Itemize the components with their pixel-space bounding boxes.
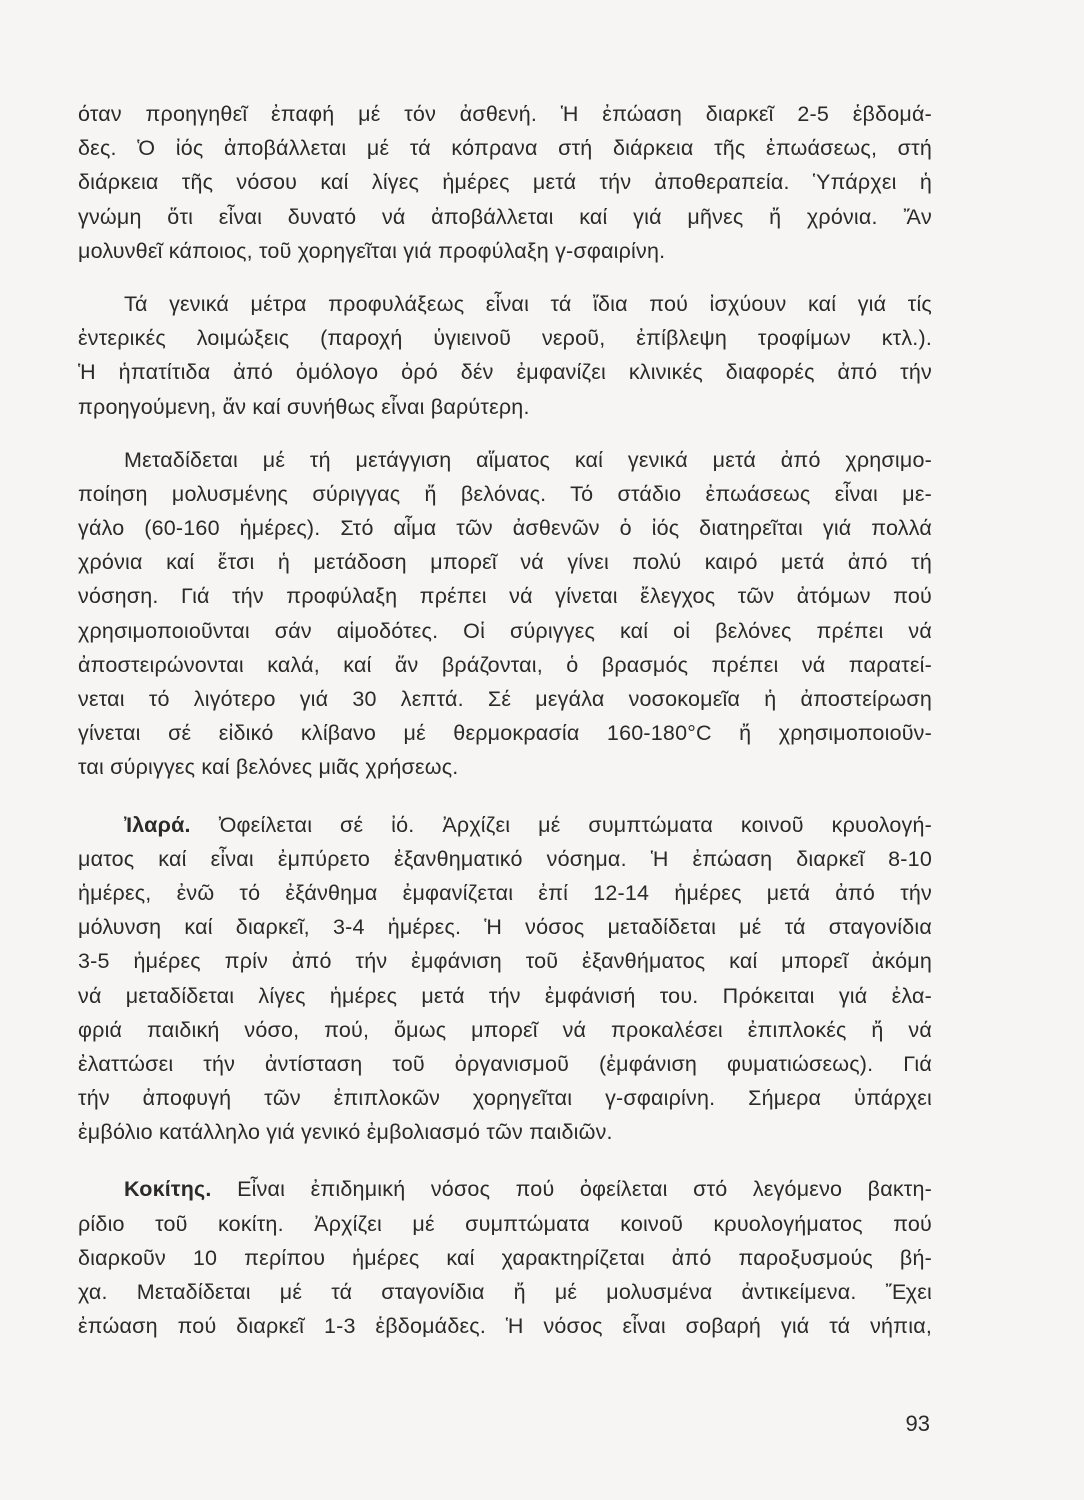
text-line: μολυνθεῖ κάποιος, τοῦ χορηγεῖται γιά προφύλαξη γ-σφαιρίνη. xyxy=(78,238,666,263)
paragraph-transmission xyxy=(78,443,932,785)
pertussis-first-line: Εἶναι ἐπιδημική νόσος πού ὀφείλεται στό λεγόμενο βακτη- xyxy=(237,1177,932,1202)
text-line: 3-5 ἡμέρες πρίν ἀπό τήν ἐμφάνιση τοῦ ἐξανθήματος καί μπορεῖ ἀκόμη xyxy=(78,949,932,974)
text-line: διαρκοῦν 10 περίπου ἡμέρες καί χαρακτηρίζεται ἀπό παροξυσμούς βή- xyxy=(78,1245,932,1270)
text-line: Τά γενικά μέτρα προφυλάξεως εἶναι τά ἴδια πού ἰσχύουν καί γιά τίς xyxy=(124,291,932,316)
text-line: όταν προηγηθεῖ ἐπαφή μέ τόν ἀσθενή. Ἡ ἐπώαση διαρκεῖ 2-5 ἑβδομά- xyxy=(78,102,932,126)
text-line: ματος καί εἶναι ἐμπύρετο ἐξανθηματικό νόσημα. Ἡ ἐπώαση διαρκεῖ 8-10 xyxy=(78,846,932,871)
text-line xyxy=(78,1172,932,1206)
text-line: ἐντερικές λοιμώξεις (παροχή ὑγιεινοῦ νεροῦ, ἐπίβλεψη τροφίμων κτλ.). xyxy=(78,326,932,351)
text-line: νόσηση. Γιά τήν προφύλαξη πρέπει νά γίνεται ἔλεγχος τῶν ἀτόμων πού xyxy=(78,584,932,609)
text-line: τήν ἀποφυγή τῶν ἐπιπλοκῶν χορηγεῖται γ-σφαιρίνη. Σήμερα ὑπάρχει xyxy=(78,1086,932,1111)
text-line: χρησιμοποιοῦνται σάν αἱμοδότες. Οἱ σύριγγες καί οἱ βελόνες πρέπει νά xyxy=(78,618,932,643)
text-line: προηγούμενη, ἄν καί συνήθως εἶναι βαρύτερη. xyxy=(78,394,530,419)
text-line: ται σύριγγες καί βελόνες μιᾶς χρήσεως. xyxy=(78,755,459,780)
text-line: ἐλαττώσει τήν ἀντίσταση τοῦ ὀργανισμοῦ (ἐμφάνιση φυματιώσεως). Γιά xyxy=(78,1051,932,1076)
paragraph-prevention xyxy=(78,287,932,424)
text-line: χρόνια καί ἔτσι ἡ μετάδοση μπορεῖ νά γίνει πολύ καιρό μετά ἀπό τή xyxy=(78,550,932,575)
text-line: ἡμέρες, ἐνῶ τό ἐξάνθημα ἐμφανίζεται ἐπί 12-14 ἡμέρες μετά ἀπό τήν xyxy=(78,880,932,905)
section-measles xyxy=(78,808,932,1150)
paragraph-hepatitis-a-end xyxy=(78,97,932,268)
text-line: ἐμβόλιο κατάλληλο γιά γενικό ἐμβολιασμό τῶν παιδιῶν. xyxy=(78,1120,613,1145)
section-title-measles: Ἰλαρά. xyxy=(124,812,191,837)
text-line: δες. Ὁ ἰός ἀποβάλλεται μέ τά κόπρανα στή διάρκεια τῆς ἐπωάσεως, στή xyxy=(78,136,932,161)
text-line xyxy=(78,808,932,842)
section-title-pertussis: Κοκίτης. xyxy=(124,1177,212,1202)
text-line: χα. Μεταδίδεται μέ τά σταγονίδια ἤ μέ μολυσμένα ἀντικείμενα. Ἔχει xyxy=(78,1280,932,1304)
text-line: γνώμη ὅτι εἶναι δυνατό νά ἀποβάλλεται καί γιά μῆνες ἤ χρόνια. Ἄν xyxy=(78,204,932,229)
text-line: ἐπώαση πού διαρκεῖ 1-3 ἑβδομάδες. Ἡ νόσος εἶναι σοβαρή γιά τά νήπια, xyxy=(78,1314,932,1339)
text-line: γίνεται σέ εἰδικό κλίβανο μέ θερμοκρασία 160-180°C ἤ χρησιμοποιοῦν- xyxy=(78,721,932,746)
text-line: ποίηση μολυσμένης σύριγγας ἤ βελόνας. Τό στάδιο ἐπωάσεως εἶναι με- xyxy=(78,481,932,506)
text-line: νά μεταδίδεται λίγες ἡμέρες μετά τήν ἐμφάνισή του. Πρόκειται γιά ἐλα- xyxy=(78,983,932,1008)
text-line: Ἡ ἡπατίτιδα ἀπό ὁμόλογο ὀρό δέν ἐμφανίζει κλινικές διαφορές ἀπό τήν xyxy=(78,360,932,385)
text-line: γάλο (60-160 ἡμέρες). Στό αἷμα τῶν ἀσθενῶν ὁ ἰός διατηρεῖται γιά πολλά xyxy=(78,516,932,541)
text-line: ρίδιο τοῦ κοκίτη. Ἀρχίζει μέ συμπτώματα κοινοῦ κρυολογήματος πού xyxy=(78,1211,932,1236)
text-line: ἀποστειρώνονται καλά, καί ἄν βράζονται, ὁ βρασμός πρέπει νά παρατεί- xyxy=(78,652,932,677)
text-line: φριά παιδική νόσο, πού, ὅμως μπορεῖ νά προκαλέσει ἐπιπλοκές ἤ νά xyxy=(78,1017,932,1042)
text-line: μόλυνση καί διαρκεῖ, 3-4 ἡμέρες. Ἡ νόσος μεταδίδεται μέ τά σταγονίδια xyxy=(78,915,932,940)
measles-first-line: Ὀφείλεται σέ ἰό. Ἀρχίζει μέ συμπτώματα κοινοῦ κρυολογή- xyxy=(218,812,932,837)
page-number: 93 xyxy=(905,1411,930,1436)
text-line: νεται τό λιγότερο γιά 30 λεπτά. Σέ μεγάλα νοσοκομεῖα ἡ ἀποστείρωση xyxy=(78,687,932,711)
text-line: Μεταδίδεται μέ τή μετάγγιση αἵματος καί γενικά μετά ἀπό χρησιμο- xyxy=(124,447,932,472)
body-text xyxy=(78,97,932,1343)
section-pertussis xyxy=(78,1172,932,1343)
text-line: διάρκεια τῆς νόσου καί λίγες ἡμέρες μετά τήν ἀποθεραπεία. Ὑπάρχει ἡ xyxy=(78,170,932,195)
